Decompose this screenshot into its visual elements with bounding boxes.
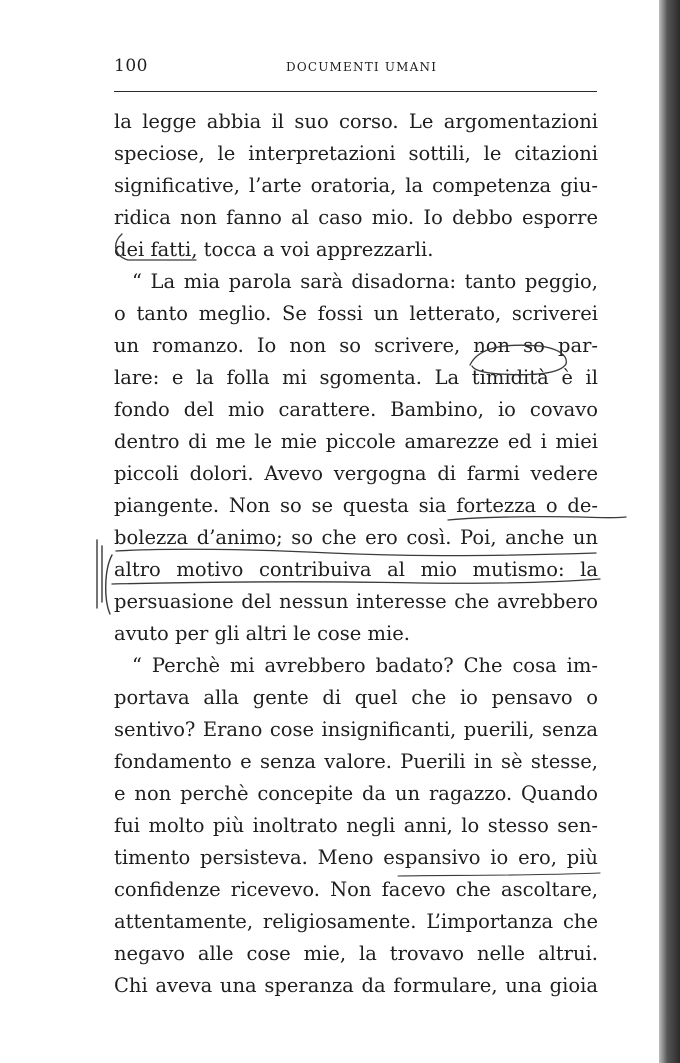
- text-line: significative, l’arte oratoria, la competenza giu-: [114, 174, 598, 197]
- text-line: la legge abbia il suo corso. Le argomentazioni: [114, 110, 598, 133]
- text-line: attentamente, religiosamente. L’importanza che: [114, 910, 598, 933]
- text-line: fui molto più inoltrato negli anni, lo stesso sen-: [114, 814, 598, 837]
- text-line: “ La mia parola sarà disadorna: tanto peggio,: [132, 270, 598, 293]
- text-line: fondamento e senza valore. Puerili in sè stesse,: [114, 750, 598, 773]
- text-line: altro motivo contribuiva al mio mutismo: la: [114, 558, 598, 581]
- text-line: un romanzo. Io non so scrivere, non so par-: [114, 334, 598, 357]
- text-line: dei fatti, tocca a voi apprezzarli.: [114, 238, 434, 261]
- text-line: sentivo? Erano cose insignificanti, puerili, senza: [114, 718, 598, 741]
- text-line: dentro di me le mie piccole amarezze ed i miei: [114, 430, 598, 453]
- text-line: piccoli dolori. Avevo vergogna di farmi vedere: [114, 462, 598, 485]
- text-line: bolezza d’animo; so che ero così. Poi, anche un: [114, 526, 598, 549]
- text-line: lare: e la folla mi sgomenta. La timidità è il: [114, 366, 598, 389]
- running-title: DOCUMENTI UMANI: [286, 60, 438, 74]
- page-number: 100: [114, 56, 148, 76]
- pencil-bracket-left: [106, 555, 112, 614]
- text-line: e non perchè concepite da un ragazzo. Quando: [114, 782, 598, 805]
- text-line: portava alla gente di quel che io pensavo o: [114, 686, 598, 709]
- text-line: confidenze ricevevo. Non facevo che ascoltare,: [114, 878, 598, 901]
- text-line: speciose, le interpretazioni sottili, le citazioni: [114, 142, 598, 165]
- text-line: persuasione del nessun interesse che avrebbero: [114, 590, 598, 613]
- text-line: o tanto meglio. Se fossi un letterato, scriverei: [114, 302, 598, 325]
- text-line: “ Perchè mi avrebbero badato? Che cosa im-: [132, 654, 598, 677]
- text-line: fondo del mio carattere. Bambino, io covavo: [114, 398, 598, 421]
- text-line: Chi aveva una speranza da formulare, una gioia: [114, 974, 598, 997]
- text-line: negavo alle cose mie, la trovavo nelle altrui.: [114, 942, 598, 965]
- book-spine-shadow: [659, 0, 680, 1063]
- text-line: ridica non fanno al caso mio. Io debbo esporre: [114, 206, 598, 229]
- header-rule: [114, 91, 597, 92]
- text-line: timento persisteva. Meno espansivo io ero, più: [114, 846, 598, 869]
- text-line: piangente. Non so se questa sia fortezza o de-: [114, 494, 598, 517]
- text-line: avuto per gli altri le cose mie.: [114, 622, 410, 645]
